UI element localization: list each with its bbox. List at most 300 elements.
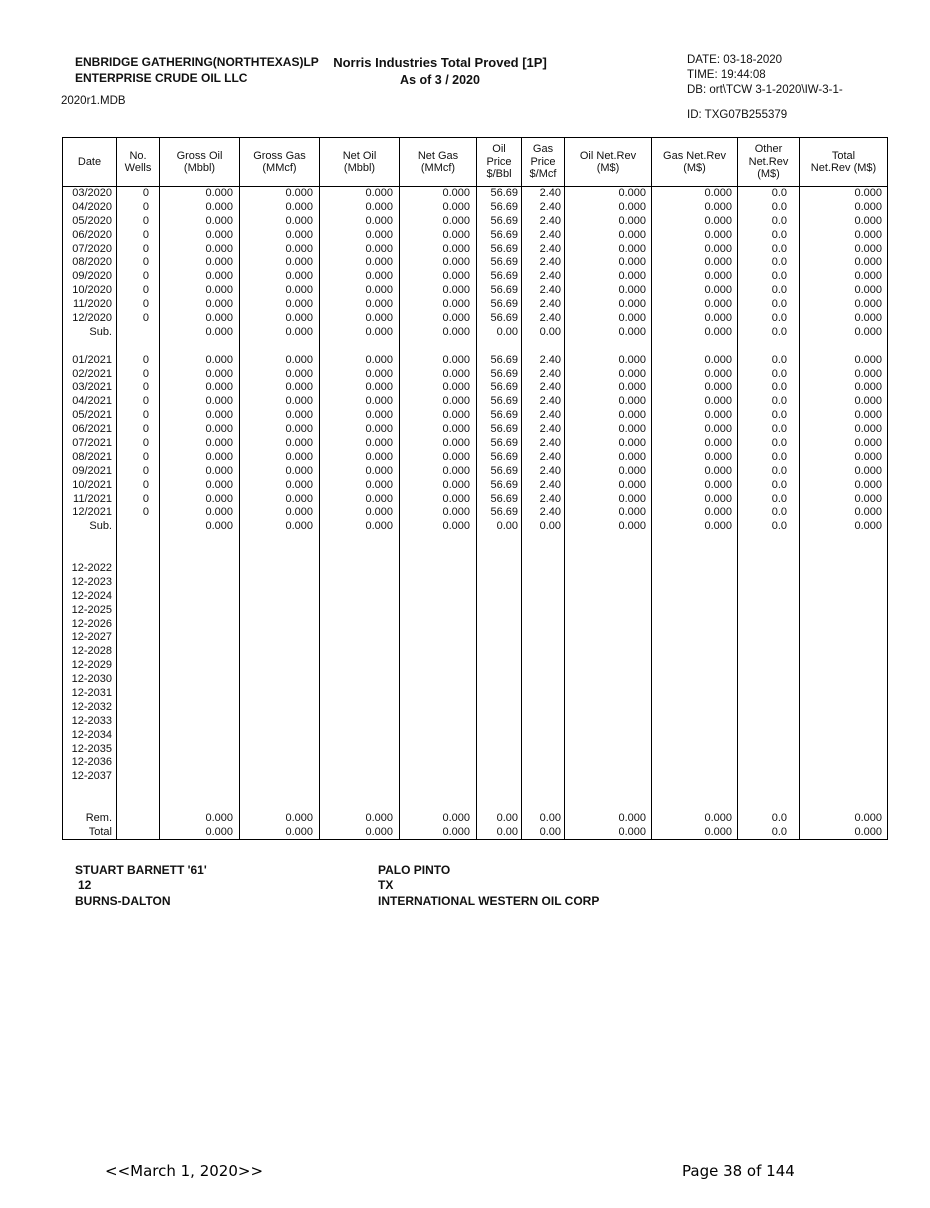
table-cell <box>400 687 477 701</box>
table-cell <box>738 742 800 756</box>
table-cell: 0.000 <box>240 492 320 506</box>
table-row <box>63 409 888 423</box>
table-cell <box>652 603 738 617</box>
table-cell <box>240 603 320 617</box>
table-row <box>63 728 888 742</box>
lease-number: 12 <box>78 878 92 893</box>
report-id: ID: TXG07B255379 <box>687 109 788 121</box>
table-cell: 0.000 <box>800 395 888 409</box>
table-cell <box>738 784 800 798</box>
table-cell <box>652 534 738 548</box>
table-cell <box>800 714 888 728</box>
table-cell: 0.000 <box>160 450 240 464</box>
subtotal-row <box>63 520 888 534</box>
table-cell: 0.000 <box>800 270 888 284</box>
table-cell <box>117 798 160 812</box>
table-cell: 0.000 <box>565 520 652 534</box>
table-cell: 11/2020 <box>63 298 117 312</box>
table-cell: 0.000 <box>800 812 888 826</box>
table-cell <box>117 631 160 645</box>
table-cell <box>522 339 565 353</box>
table-cell: 0.000 <box>800 367 888 381</box>
table-cell: 0.000 <box>240 423 320 437</box>
table-cell: 0.000 <box>320 464 400 478</box>
table-cell <box>160 714 240 728</box>
table-cell <box>652 339 738 353</box>
table-cell: 0.000 <box>652 450 738 464</box>
table-cell <box>400 548 477 562</box>
table-cell <box>117 812 160 826</box>
table-cell: 56.69 <box>477 228 522 242</box>
table-cell: 0.00 <box>522 825 565 839</box>
table-cell: 0.000 <box>800 353 888 367</box>
table-cell: 0.000 <box>320 506 400 520</box>
table-cell: 2.40 <box>522 395 565 409</box>
table-cell <box>240 589 320 603</box>
database-path: DB: ort\TCW 3-1-2020\IW-3-1- <box>687 84 843 96</box>
table-cell <box>400 742 477 756</box>
table-cell <box>652 700 738 714</box>
table-cell: 0.000 <box>400 464 477 478</box>
table-cell: 12-2028 <box>63 645 117 659</box>
table-cell <box>565 798 652 812</box>
table-cell: 56.69 <box>477 256 522 270</box>
table-cell <box>565 645 652 659</box>
table-cell: 0.000 <box>400 478 477 492</box>
table-cell <box>320 548 400 562</box>
table-cell <box>652 562 738 576</box>
table-cell <box>477 728 522 742</box>
table-cell: 0.000 <box>565 284 652 298</box>
table-cell: 0.000 <box>320 353 400 367</box>
table-cell: 0.000 <box>565 367 652 381</box>
table-cell: 0.000 <box>800 825 888 839</box>
spacer-row <box>63 339 888 353</box>
table-cell <box>400 770 477 784</box>
table-cell: 0.000 <box>800 214 888 228</box>
table-cell: 0.000 <box>400 298 477 312</box>
table-cell: 2.40 <box>522 187 565 201</box>
table-cell: 0.000 <box>565 353 652 367</box>
table-row <box>63 214 888 228</box>
table-cell: 0.00 <box>477 325 522 339</box>
table-cell <box>400 562 477 576</box>
table-cell <box>565 562 652 576</box>
table-cell: 0.00 <box>522 325 565 339</box>
table-cell <box>160 728 240 742</box>
table-cell <box>400 603 477 617</box>
table-cell <box>565 617 652 631</box>
table-cell: 0.000 <box>652 353 738 367</box>
table-cell: 0.000 <box>320 381 400 395</box>
table-cell <box>477 603 522 617</box>
table-cell: 0.000 <box>320 312 400 326</box>
table-cell: 0.0 <box>738 228 800 242</box>
table-cell <box>565 575 652 589</box>
table-cell <box>400 631 477 645</box>
table-cell: 0.000 <box>565 256 652 270</box>
table-cell: 2.40 <box>522 228 565 242</box>
table-cell <box>565 756 652 770</box>
table-cell: 0.000 <box>160 214 240 228</box>
table-cell: 0 <box>117 492 160 506</box>
table-cell: 0.000 <box>800 284 888 298</box>
table-cell <box>477 659 522 673</box>
table-cell <box>477 756 522 770</box>
table-cell <box>400 700 477 714</box>
table-cell: 0.000 <box>400 187 477 201</box>
table-cell <box>117 700 160 714</box>
table-cell <box>522 603 565 617</box>
table-cell: 56.69 <box>477 242 522 256</box>
table-cell <box>400 798 477 812</box>
table-cell <box>652 575 738 589</box>
table-cell: 0.0 <box>738 187 800 201</box>
table-cell <box>800 728 888 742</box>
table-cell: 0.000 <box>320 437 400 451</box>
table-row <box>63 312 888 326</box>
table-cell: 12-2024 <box>63 589 117 603</box>
table-cell <box>400 784 477 798</box>
table-cell <box>738 589 800 603</box>
table-cell: 2.40 <box>522 270 565 284</box>
table-cell: 0.0 <box>738 825 800 839</box>
table-cell: 0.000 <box>800 409 888 423</box>
table-cell: 0.000 <box>160 242 240 256</box>
table-cell <box>117 339 160 353</box>
table-cell: 0.000 <box>240 214 320 228</box>
table-cell: 0.000 <box>652 381 738 395</box>
table-cell <box>320 770 400 784</box>
page-number-label: Page 38 of 144 <box>682 1162 795 1180</box>
table-cell <box>240 631 320 645</box>
table-cell: 0.000 <box>160 353 240 367</box>
table-cell: 0.000 <box>565 825 652 839</box>
table-cell <box>477 784 522 798</box>
column-header: Gas Price $/Mcf <box>522 138 565 187</box>
table-row <box>63 423 888 437</box>
table-cell: 0.000 <box>800 381 888 395</box>
table-row <box>63 603 888 617</box>
table-row <box>63 381 888 395</box>
lease-block <box>75 863 207 909</box>
table-cell <box>800 645 888 659</box>
table-cell <box>522 548 565 562</box>
table-cell: 0.000 <box>160 381 240 395</box>
table-cell <box>400 659 477 673</box>
report-title: Norris Industries Total Proved [1P] <box>333 55 547 70</box>
table-cell: 2.40 <box>522 298 565 312</box>
column-header: Gross Oil (Mbbl) <box>160 138 240 187</box>
table-cell: 0.000 <box>320 395 400 409</box>
table-cell <box>240 700 320 714</box>
table-cell: 0.000 <box>565 464 652 478</box>
table-cell: 0.000 <box>652 409 738 423</box>
table-cell <box>117 534 160 548</box>
table-cell <box>652 770 738 784</box>
table-cell: 0.000 <box>240 395 320 409</box>
table-cell <box>800 770 888 784</box>
table-cell: 56.69 <box>477 409 522 423</box>
company-name-2: ENTERPRISE CRUDE OIL LLC <box>75 70 248 85</box>
table-cell <box>160 534 240 548</box>
table-cell: 0.000 <box>565 478 652 492</box>
company-name-1: ENBRIDGE GATHERING(NORTHTEXAS)LP <box>75 55 319 69</box>
table-cell: 0.000 <box>240 409 320 423</box>
table-cell: 12-2022 <box>63 562 117 576</box>
table-cell <box>652 728 738 742</box>
table-cell <box>565 589 652 603</box>
table-row <box>63 714 888 728</box>
table-cell: 0.000 <box>565 270 652 284</box>
table-cell: 0.000 <box>320 214 400 228</box>
table-cell: 0.0 <box>738 270 800 284</box>
table-cell: 0.000 <box>160 298 240 312</box>
table-cell <box>800 534 888 548</box>
state-name: TX <box>378 878 394 893</box>
table-cell <box>652 548 738 562</box>
table-cell: 0.0 <box>738 812 800 826</box>
table-cell <box>320 631 400 645</box>
table-cell: 12-2029 <box>63 659 117 673</box>
table-cell: 0.000 <box>400 228 477 242</box>
table-cell <box>652 589 738 603</box>
table-cell <box>738 645 800 659</box>
table-cell <box>565 534 652 548</box>
table-cell <box>400 617 477 631</box>
table-cell <box>117 742 160 756</box>
table-cell <box>565 770 652 784</box>
table-cell: 10/2020 <box>63 284 117 298</box>
table-cell <box>652 631 738 645</box>
table-cell: 0.000 <box>800 298 888 312</box>
table-cell: 11/2021 <box>63 492 117 506</box>
table-cell <box>477 562 522 576</box>
report-as-of-date: As of 3 / 2020 <box>400 73 480 87</box>
table-cell <box>320 728 400 742</box>
table-cell <box>117 589 160 603</box>
table-cell: 0.000 <box>160 312 240 326</box>
table-cell: 0.000 <box>400 437 477 451</box>
table-cell: 56.69 <box>477 367 522 381</box>
table-cell <box>400 575 477 589</box>
table-row <box>63 395 888 409</box>
table-cell <box>320 589 400 603</box>
table-cell: 0.00 <box>477 520 522 534</box>
table-cell: 0.000 <box>240 200 320 214</box>
table-cell: 0.0 <box>738 353 800 367</box>
table-cell <box>477 339 522 353</box>
table-cell: 0.000 <box>240 187 320 201</box>
run-meta-block <box>687 53 843 123</box>
table-cell <box>565 714 652 728</box>
table-cell: 0.000 <box>240 325 320 339</box>
table-row <box>63 228 888 242</box>
table-cell <box>522 589 565 603</box>
table-cell <box>738 631 800 645</box>
table-cell: 0.000 <box>400 812 477 826</box>
table-cell <box>160 798 240 812</box>
table-cell <box>477 673 522 687</box>
table-cell: 06/2021 <box>63 423 117 437</box>
table-cell: 07/2020 <box>63 242 117 256</box>
column-header: Oil Price $/Bbl <box>477 138 522 187</box>
table-cell: 0 <box>117 450 160 464</box>
table-cell: 0.000 <box>800 312 888 326</box>
table-cell <box>522 742 565 756</box>
table-cell <box>63 784 117 798</box>
table-cell <box>738 548 800 562</box>
table-cell: 10/2021 <box>63 478 117 492</box>
table-cell: 0.000 <box>160 478 240 492</box>
county-name: PALO PINTO <box>378 863 451 877</box>
table-cell <box>63 339 117 353</box>
table-cell: 0 <box>117 187 160 201</box>
table-cell <box>477 700 522 714</box>
table-cell: 0.000 <box>800 187 888 201</box>
table-cell <box>522 631 565 645</box>
table-cell <box>522 784 565 798</box>
table-row <box>63 492 888 506</box>
table-cell: 0.000 <box>400 256 477 270</box>
table-cell <box>240 534 320 548</box>
table-cell: 56.69 <box>477 187 522 201</box>
table-cell: 56.69 <box>477 284 522 298</box>
table-cell: 0.000 <box>800 520 888 534</box>
table-cell: 0.000 <box>652 506 738 520</box>
table-cell: 0.000 <box>565 395 652 409</box>
table-cell: 2.40 <box>522 409 565 423</box>
table-cell: 12-2037 <box>63 770 117 784</box>
table-cell: 0.000 <box>320 450 400 464</box>
table-cell: 0.000 <box>400 520 477 534</box>
table-cell <box>565 700 652 714</box>
table-cell: 0.000 <box>320 478 400 492</box>
table-cell <box>160 589 240 603</box>
table-cell <box>160 659 240 673</box>
table-cell: 0.000 <box>160 284 240 298</box>
table-cell <box>738 575 800 589</box>
table-cell <box>320 562 400 576</box>
table-cell <box>160 756 240 770</box>
table-cell <box>522 700 565 714</box>
table-cell: 0.000 <box>240 312 320 326</box>
column-header: Gas Net.Rev (M$) <box>652 138 738 187</box>
table-cell <box>320 339 400 353</box>
table-cell: 12-2035 <box>63 742 117 756</box>
table-cell <box>117 617 160 631</box>
table-row <box>63 464 888 478</box>
table-cell: 12-2036 <box>63 756 117 770</box>
table-cell <box>117 603 160 617</box>
table-cell: 0.000 <box>400 367 477 381</box>
table-cell: 0 <box>117 256 160 270</box>
column-header: Total Net.Rev (M$) <box>800 138 888 187</box>
table-cell: 56.69 <box>477 506 522 520</box>
table-cell: 0 <box>117 270 160 284</box>
table-cell <box>565 603 652 617</box>
table-cell: Sub. <box>63 520 117 534</box>
table-cell <box>477 617 522 631</box>
table-cell: 0.000 <box>652 423 738 437</box>
table-cell: 0.000 <box>565 812 652 826</box>
table-cell: 0.0 <box>738 437 800 451</box>
table-cell: 0.000 <box>240 353 320 367</box>
table-row <box>63 367 888 381</box>
table-cell: 0.000 <box>565 506 652 520</box>
table-cell <box>522 714 565 728</box>
table-cell <box>320 784 400 798</box>
table-cell: 0 <box>117 298 160 312</box>
table-cell: 02/2021 <box>63 367 117 381</box>
table-row <box>63 284 888 298</box>
table-cell: 08/2020 <box>63 256 117 270</box>
table-cell: 0.000 <box>400 409 477 423</box>
table-cell: 0.000 <box>160 492 240 506</box>
table-cell: 56.69 <box>477 270 522 284</box>
table-cell: 0.000 <box>652 200 738 214</box>
table-cell: 2.40 <box>522 464 565 478</box>
table-cell <box>477 714 522 728</box>
table-cell <box>800 687 888 701</box>
table-cell <box>320 798 400 812</box>
table-cell: 12-2032 <box>63 700 117 714</box>
field-name: BURNS-DALTON <box>75 893 171 908</box>
table-cell: 0.0 <box>738 423 800 437</box>
table-cell: 0.000 <box>240 825 320 839</box>
table-cell: 0 <box>117 242 160 256</box>
table-cell: 0.000 <box>400 395 477 409</box>
table-cell: 56.69 <box>477 478 522 492</box>
table-cell: 0.000 <box>160 825 240 839</box>
table-cell <box>160 339 240 353</box>
table-cell <box>400 714 477 728</box>
table-cell: 0.000 <box>240 812 320 826</box>
table-cell: 0.000 <box>565 242 652 256</box>
table-cell: 0.00 <box>477 825 522 839</box>
table-cell: 0.000 <box>160 228 240 242</box>
table-cell: 0.000 <box>565 381 652 395</box>
table-cell: 0.000 <box>320 825 400 839</box>
table-cell: 0.000 <box>240 270 320 284</box>
table-cell <box>477 770 522 784</box>
table-row <box>63 617 888 631</box>
table-cell <box>522 659 565 673</box>
table-cell: 2.40 <box>522 214 565 228</box>
table-cell <box>400 534 477 548</box>
table-cell: 0 <box>117 367 160 381</box>
table-cell <box>320 617 400 631</box>
table-cell <box>522 687 565 701</box>
table-cell <box>800 756 888 770</box>
table-cell: 0.000 <box>160 437 240 451</box>
table-cell <box>400 645 477 659</box>
table-cell: 0.000 <box>320 187 400 201</box>
table-cell: 0.000 <box>320 812 400 826</box>
table-cell: 12-2026 <box>63 617 117 631</box>
table-cell: 0.000 <box>565 325 652 339</box>
table-cell: 0.000 <box>320 200 400 214</box>
table-cell: 2.40 <box>522 353 565 367</box>
table-cell: 2.40 <box>522 437 565 451</box>
table-cell: 0.000 <box>160 409 240 423</box>
table-cell: 0.000 <box>565 423 652 437</box>
total-row <box>63 825 888 839</box>
table-cell <box>117 784 160 798</box>
table-cell: 2.40 <box>522 506 565 520</box>
database-file-label: 2020r1.MDB <box>61 95 126 107</box>
table-cell: 56.69 <box>477 214 522 228</box>
